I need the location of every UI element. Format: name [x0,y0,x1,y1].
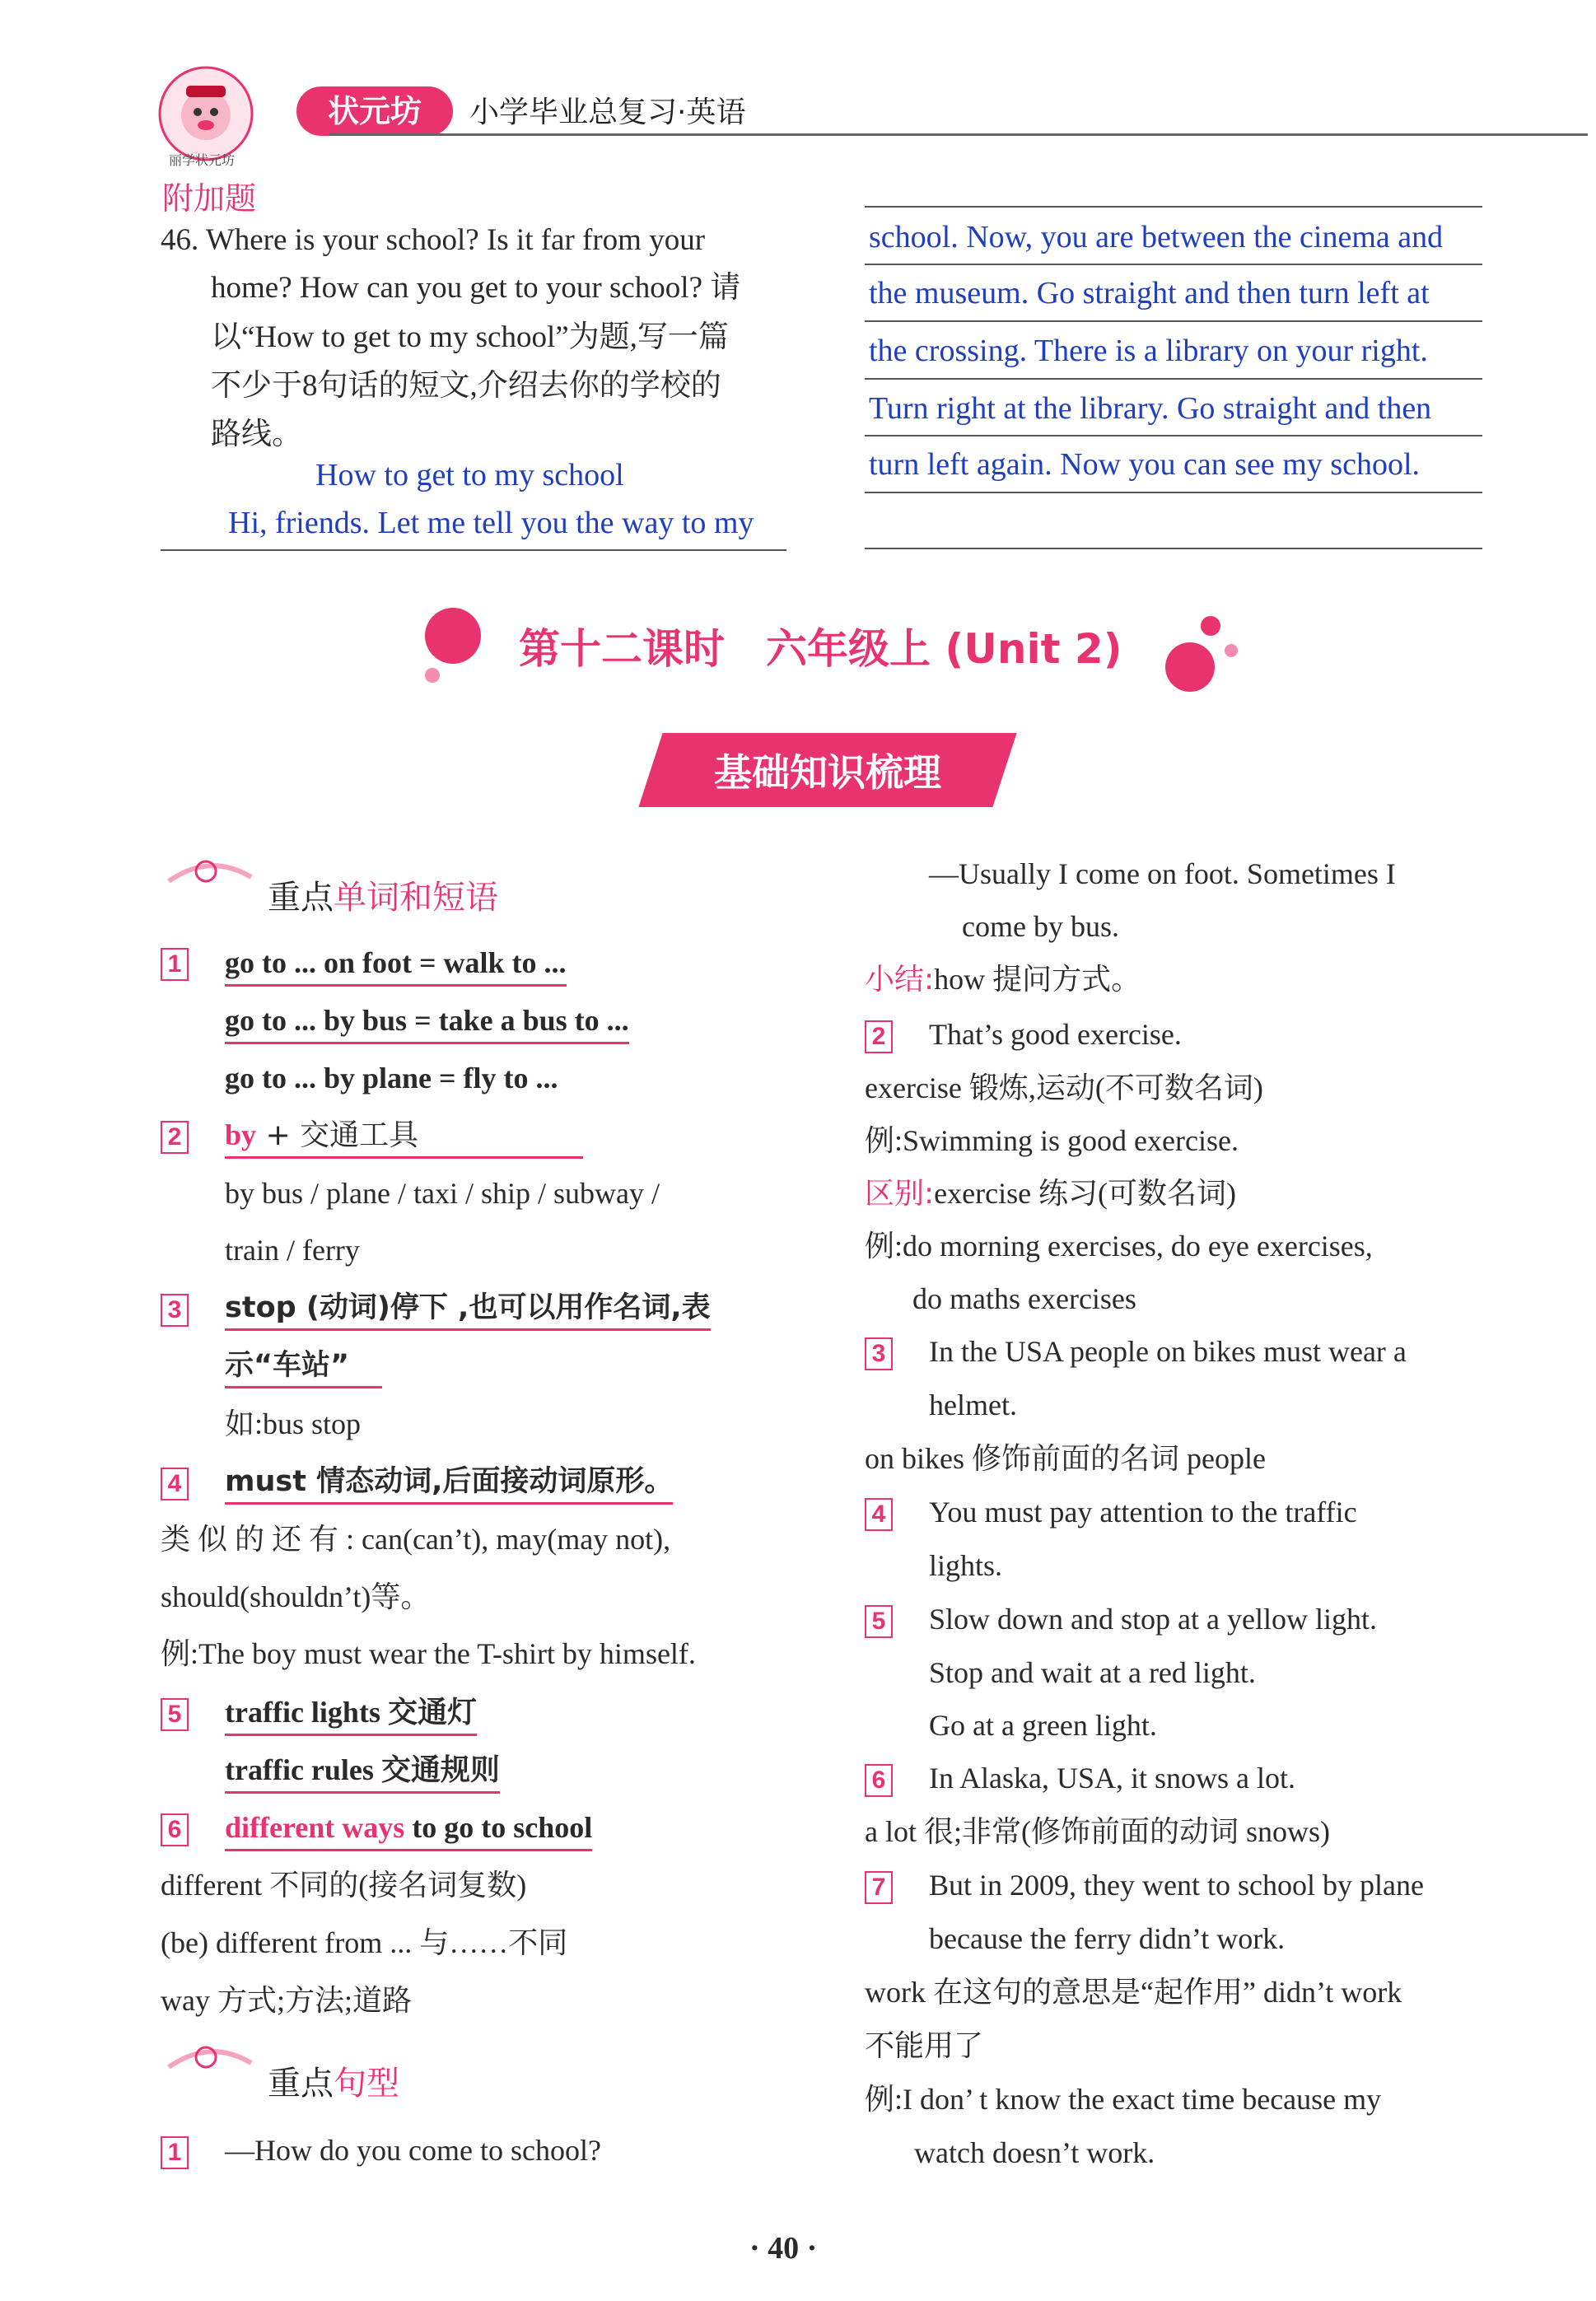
item-number: 6 [865,1764,893,1797]
phrase: traffic rules 交通规则 [225,1753,500,1794]
heading-prefix: 重点 [268,879,334,917]
head-rest: to go to school [404,1811,593,1844]
note: exercise 锻炼,运动(不可数名词) [865,1071,1263,1104]
sentence-text: Go at a green light. [929,1709,1157,1742]
item-line: different 不同的(接名词复数) [161,1869,527,1902]
note: 例:Swimming is good exercise. [865,1124,1239,1157]
sentence-text: Slow down and stop at a yellow light. [929,1603,1377,1636]
sentence-text: lights. [929,1549,1003,1582]
item-head: must 情态动词,后面接动词原形。 [225,1464,673,1505]
note: watch doesn’t work. [914,2136,1155,2169]
sentence-6 [865,1761,893,1797]
answer-rule [865,206,1482,208]
answer-rule [865,548,1482,549]
answer-rule [865,378,1482,380]
answer-rule [865,435,1482,436]
item-number: 6 [161,1813,189,1846]
logo [156,64,255,163]
note-label: 小结: [865,963,935,996]
title-dots-right [1149,601,1248,700]
scissors-ribbon-icon [161,848,259,906]
item-line: way 方式;方法;道路 [161,1984,412,2017]
item-line: 类 似 的 还 有 : can(can’t), may(may not), [161,1523,671,1556]
answer-line: turn left again. Now you can see my school. [869,447,1421,482]
sentence-text: That’s good exercise. [929,1018,1182,1051]
question-line: 以“How to get to my school”为题,写一篇 [211,320,729,354]
note: on bikes 修饰前面的名词 people [865,1442,1266,1475]
note [865,1176,1236,1211]
answer-line: Hi, friends. Let me tell you the way to my [228,506,754,540]
question-line: 不少于8句话的短文,介绍去你的学校的 [211,369,721,403]
answer-rule [161,549,786,551]
head-keyword: by [225,1118,257,1151]
question-line: home? How can you get to your school? 请 [211,271,741,305]
note [865,962,1141,997]
vocab-item-2 [161,1118,189,1154]
note-text: how 提问方式。 [934,963,1141,996]
item-number: 7 [865,1871,893,1904]
scissors-ribbon-icon [161,2034,259,2092]
header-divider [329,133,1588,136]
title-dots-left [416,601,498,692]
note-text: exercise 练习(可数名词) [934,1177,1237,1210]
item-number: 1 [161,2136,189,2169]
answer-rule [865,492,1482,493]
section-icon [161,2034,259,2092]
head-rest: + 交通工具 [256,1118,419,1152]
item-number: 4 [161,1468,189,1501]
phrase: go to ... by plane = fly to ... [225,1062,558,1094]
heading-main: 句型 [334,2065,399,2103]
item-line: should(shouldn’t)等。 [161,1580,431,1613]
item-number: 4 [865,1498,893,1531]
sentence-text: You must pay attention to the traffic [929,1496,1357,1529]
note: 不能用了 [865,2029,984,2062]
sentence-text: because the ferry didn’t work. [929,1922,1286,1955]
item-line: by bus / plane / taxi / ship / subway / [225,1177,660,1210]
sentence-text: come by bus. [962,910,1119,943]
logo-caption: 丽学状元坊 [169,152,236,168]
section-icon [161,848,259,906]
note: a lot 很;非常(修饰前面的动词 snows) [865,1815,1330,1848]
mascot-logo-icon [156,64,255,163]
item-number: 1 [161,948,189,981]
answer-line: the museum. Go straight and then turn left at [869,276,1430,310]
vocab-item-5 [161,1695,189,1731]
vocab-item-3 [161,1291,189,1327]
page-number: · 40 · [749,2231,818,2266]
book-title: 小学毕业总复习·英语 [469,96,746,129]
item-head-cont: 示“车站” [225,1348,382,1389]
item-number: 2 [865,1020,893,1053]
vocab-item-4 [161,1464,189,1501]
sentence-1 [161,2133,189,2169]
item-number: 5 [161,1698,189,1731]
vocab-heading [268,871,498,918]
item-number: 3 [865,1337,893,1370]
vocab-item-1 [161,945,189,981]
heading-prefix: 重点 [268,2065,334,2103]
sentence-text: But in 2009, they went to school by plane [929,1869,1424,1902]
item-line: train / ferry [225,1234,360,1267]
note-label: 区别: [865,1177,935,1211]
lesson-title: 第十二课时 六年级上 (Unit 2) [519,625,1122,673]
sentence-4 [865,1495,893,1531]
note: work 在这句的意思是“起作用” didn’t work [865,1976,1402,2009]
note: 例:I don’ t know the exact time because my [865,2083,1382,2116]
item-number: 3 [161,1294,189,1327]
answer-line: Turn right at the library. Go straight and then [869,391,1432,426]
sentence-7 [865,1868,893,1904]
note: do maths exercises [912,1282,1136,1315]
sentences-heading [268,2057,399,2104]
essay-title: How to get to my school [315,458,624,492]
sentence-text: helmet. [929,1389,1017,1421]
item-head [225,1118,583,1159]
sentence-text: In the USA people on bikes must wear a [929,1335,1407,1368]
phrase: traffic lights 交通灯 [225,1695,477,1736]
sentence-text: Stop and wait at a red light. [929,1656,1256,1689]
sentence-3 [865,1334,893,1370]
sentence-5 [865,1602,893,1638]
item-line: (be) different from ... 与……不同 [161,1926,568,1959]
head-keyword: different ways [225,1811,405,1844]
item-head: stop (动词)停下 ,也可以用作名词,表 [225,1291,711,1331]
phrase: go to ... on foot = walk to ... [225,945,567,987]
item-line: 如:bus stop [225,1407,362,1440]
sentence-text: —Usually I come on foot. Sometimes I [929,857,1396,890]
answer-line: the crossing. There is a library on your right. [869,334,1428,368]
sentence-2 [865,1017,893,1053]
answer-rule [865,320,1482,322]
phrase: go to ... by bus = take a bus to ... [225,1003,629,1044]
extra-label: 附加题 [162,180,257,217]
answer-rule [865,264,1482,265]
question-line: 46. Where is your school? Is it far from your [161,223,706,257]
sentence-text: In Alaska, USA, it snows a lot. [929,1762,1295,1795]
heading-main: 单词和短语 [334,879,498,917]
note: 例:do morning exercises, do eye exercises, [865,1230,1373,1263]
item-number: 5 [865,1605,893,1638]
section-banner: 基础知识梳理 [714,750,941,795]
answer-line: school. Now, you are between the cinema and [869,220,1444,254]
sentence-text: —How do you come to school? [225,2134,601,2167]
brand-badge: 状元坊 [296,86,453,136]
question-line: 路线。 [211,418,302,451]
item-line: 例:The boy must wear the T-shirt by himself. [161,1637,696,1670]
vocab-item-6 [161,1810,189,1846]
item-number: 2 [161,1121,189,1154]
item-head [225,1810,592,1851]
